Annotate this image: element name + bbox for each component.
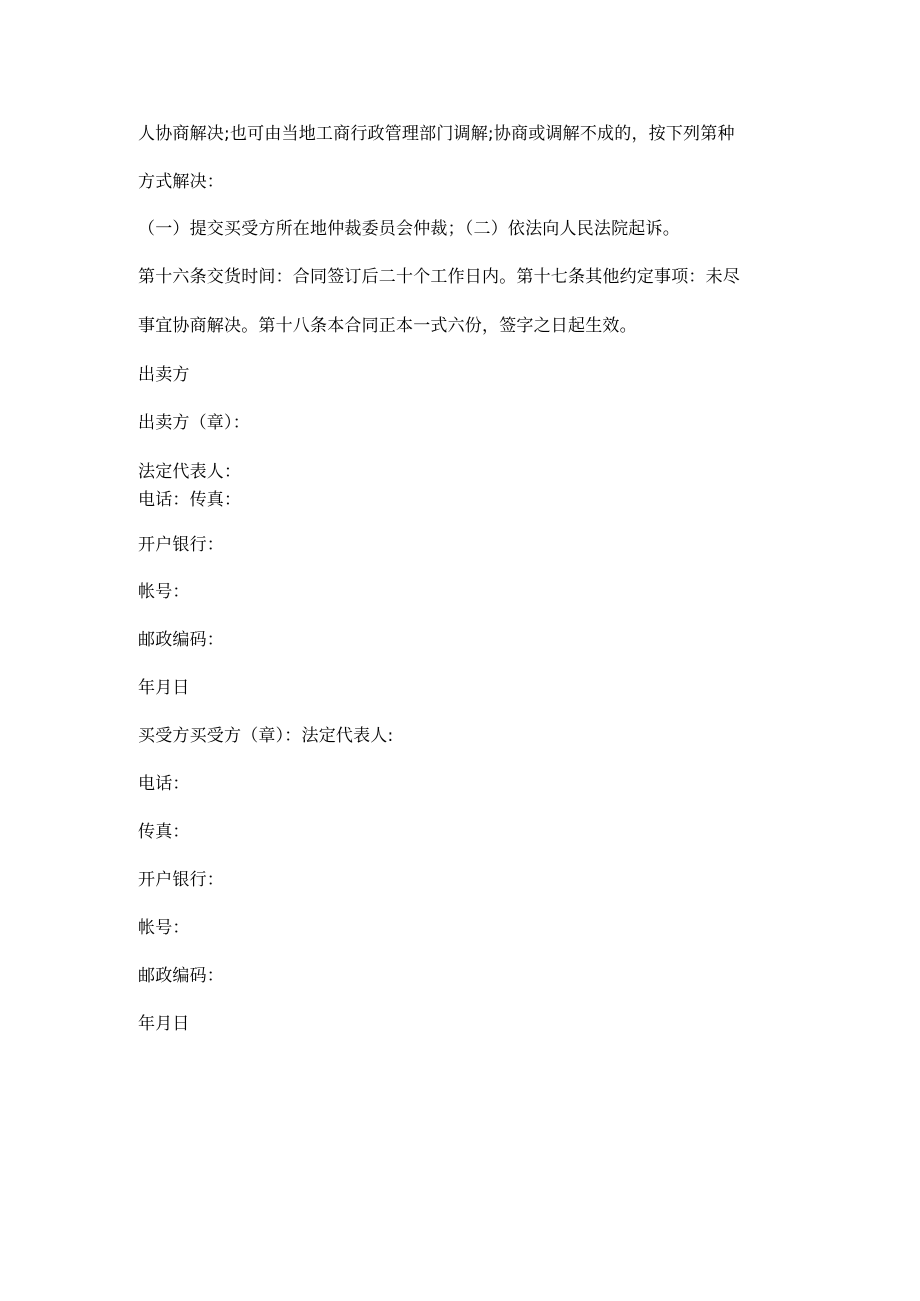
seller-postcode-field: 邮政编码： (138, 630, 224, 650)
paragraph-line-2: 方式解决： (138, 172, 224, 192)
seller-account-field: 帐号： (138, 582, 190, 602)
seller-phone-fax-field: 电话：传真： (138, 490, 242, 510)
seller-seal-field: 出卖方（章）： (138, 413, 250, 433)
buyer-fax-field: 传真： (138, 822, 190, 842)
paragraph-line-1: 人协商解决;也可由当地工商行政管理部门调解;协商或调解不成的，按下列第种 (138, 124, 735, 144)
paragraph-line-3: （一）提交买受方所在地仲裁委员会仲裁；（二）依法向人民法院起诉。 (138, 219, 680, 239)
buyer-bank-field: 开户银行： (138, 870, 224, 890)
buyer-postcode-field: 邮政编码： (138, 966, 224, 986)
seller-legal-rep-field: 法定代表人： (138, 462, 242, 482)
paragraph-line-5: 事宜协商解决。第十八条本合同正本一式六份，签字之日起生效。 (138, 316, 637, 336)
seller-bank-field: 开户银行： (138, 535, 224, 555)
buyer-seal-rep-field: 买受方买受方（章）：法定代表人: (138, 726, 394, 746)
seller-heading: 出卖方 (138, 365, 190, 385)
buyer-date-field: 年月日 (138, 1014, 190, 1034)
seller-date-field: 年月日 (138, 678, 190, 698)
buyer-phone-field: 电话： (138, 774, 190, 794)
paragraph-line-4: 第十六条交货时间：合同签订后二十个工作日内。第十七条其他约定事项：未尽 (138, 267, 740, 287)
buyer-account-field: 帐号： (138, 918, 190, 938)
